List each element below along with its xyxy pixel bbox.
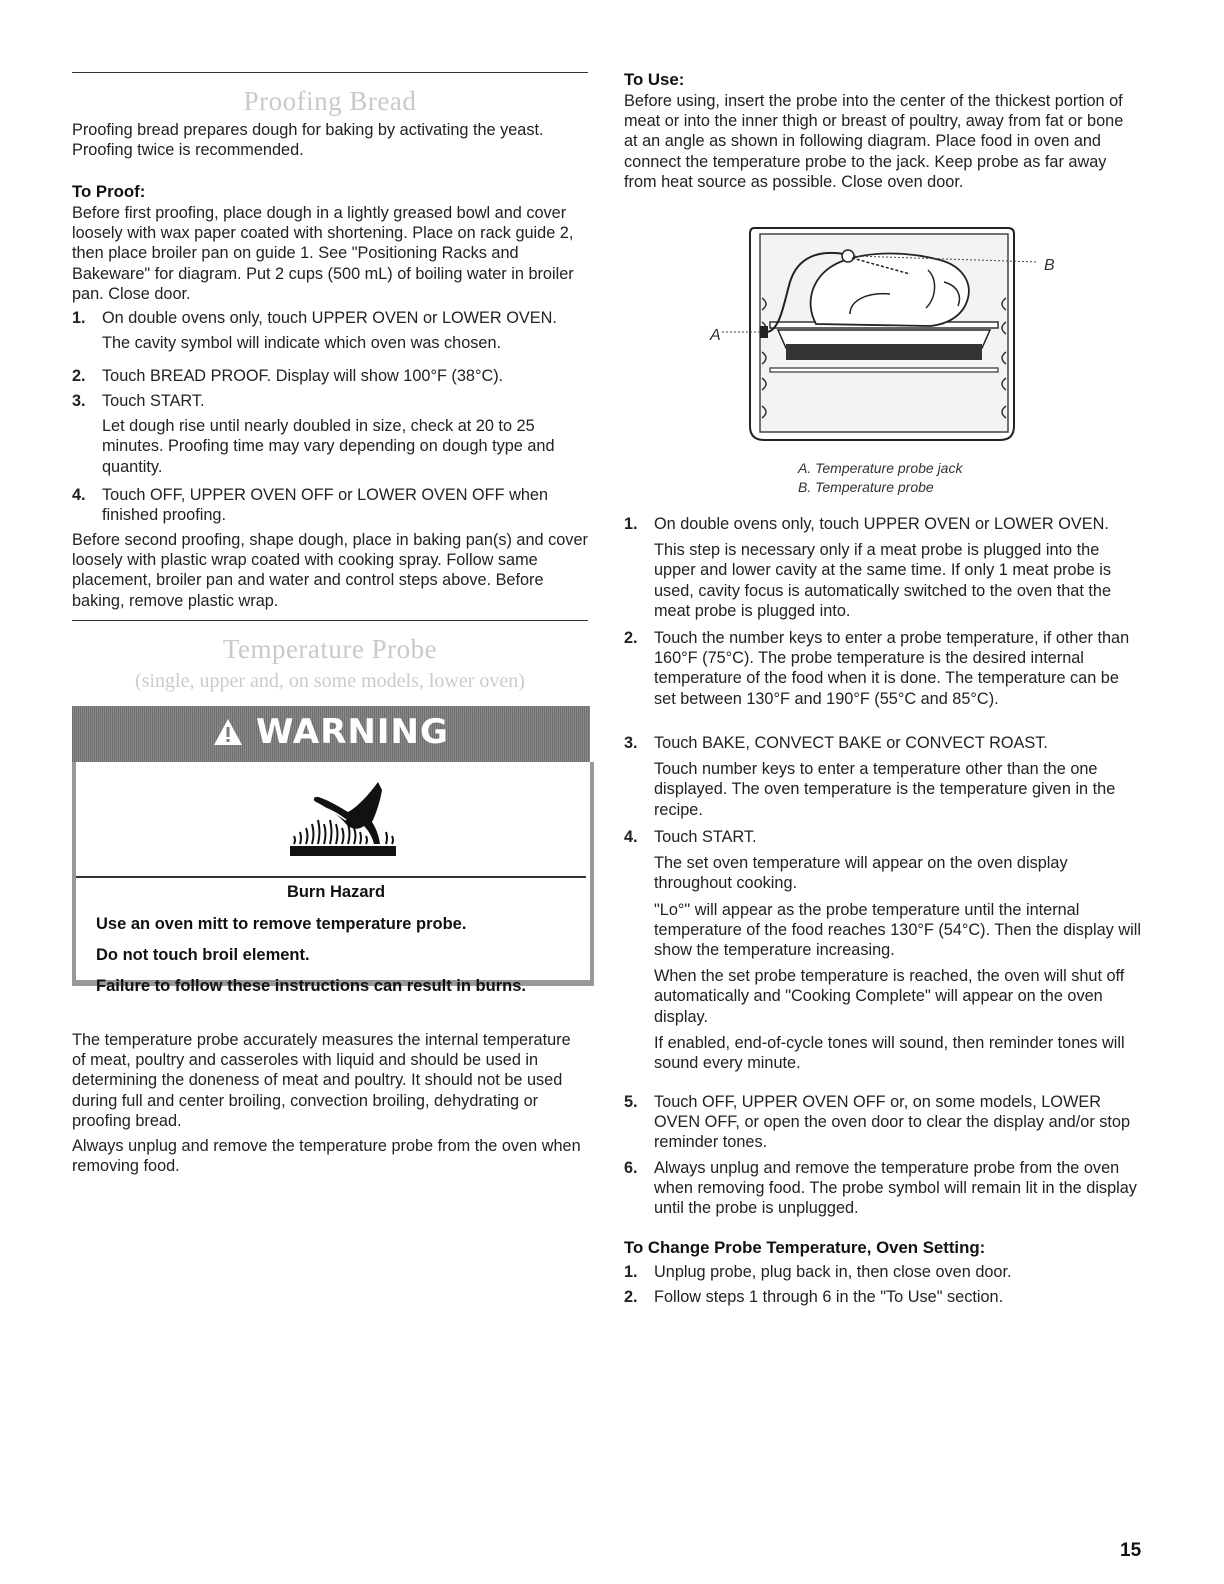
change-step-1: [624, 1262, 1142, 1282]
oven-probe-diagram: [700, 222, 1070, 444]
step-number: 3.: [72, 392, 86, 410]
step-text: Touch OFF, UPPER OVEN OFF or LOWER OVEN OFF when finished proofing.: [102, 486, 549, 525]
probe-para-1: The temperature probe accurately measures the internal temperature of meat, poultry and casseroles with liquid and should be used in determining the doneness of meat and poultry. It should not be used during full and center broiling, convection broiling, dehydrating or proofing bread.: [72, 1031, 571, 1130]
warning-label: WARNING: [72, 712, 590, 752]
probe-title: Temperature Probe: [222, 634, 438, 664]
step-note: This step is necessary only if a meat probe is plugged into the upper and lower cavity at the same time. If only 1 meat probe is used, cavity focus is automatically switched to the oven that the meat probe is plugged into.: [654, 541, 1112, 620]
step-note: The set oven temperature will appear on the oven display throughout cooking.: [654, 854, 1068, 893]
to-use-text: Before using, insert the probe into the center of the thickest portion of meat or into the inner thigh or breast of poultry, away from fat or bone at an angle as shown in following diagram. Place food in oven and connect the temperature probe to the jack. Keep probe as far away from heat source as possible. Close oven door.: [624, 92, 1124, 191]
step-number: 1.: [624, 1263, 638, 1281]
warning-box: [72, 706, 590, 995]
proof-step-3: [72, 391, 588, 477]
step-note: Touch number keys to enter a temperature other than the one displayed. The oven temperature is the temperature given in the recipe.: [654, 760, 1116, 819]
step-text: On double ovens only, touch UPPER OVEN or LOWER OVEN.: [102, 309, 557, 327]
step-note: If enabled, end-of-cycle tones will sound, then reminder tones will sound every minute.: [654, 1033, 1125, 1073]
top-rule: [72, 72, 588, 73]
step-text: On double ovens only, touch UPPER OVEN or LOWER OVEN.: [654, 515, 1109, 533]
hazard-title: Burn Hazard: [286, 883, 386, 901]
section-rule: [72, 620, 588, 621]
use-step-6: [624, 1158, 1142, 1219]
step-text: Touch START.: [654, 828, 757, 846]
step-text: Touch the number keys to enter a probe temperature, if other than 160°F (75°C). The probe temperature is the desired internal temperature of the food when it is done. The temperature can be set between 130°F and 190°F (55°C and 85°C).: [654, 629, 1130, 708]
proofing-intro: Proofing bread prepares dough for baking by activating the yeast. Proofing twice is recommended.: [72, 121, 544, 160]
step-number: 3.: [624, 734, 638, 752]
step-number: 5.: [624, 1093, 638, 1111]
warning-pictogram-area: [76, 762, 586, 878]
to-proof-heading: To Proof:: [72, 182, 146, 201]
change-step-2: [624, 1287, 1142, 1307]
step-number: 4.: [624, 828, 638, 846]
probe-para-2: Always unplug and remove the temperature probe from the oven when removing food.: [72, 1137, 581, 1176]
step-text: Follow steps 1 through 6 in the "To Use" section.: [654, 1288, 1004, 1306]
use-step-4: [624, 827, 1142, 1073]
step-text: Touch START.: [102, 392, 205, 410]
use-step-3: [624, 733, 1142, 820]
proof-step-2: [72, 366, 588, 386]
step-text: Touch BREAD PROOF. Display will show 100°F (38°C).: [102, 367, 504, 385]
proof-step-1: [72, 308, 588, 353]
warning-line-2: Do not touch broil element.: [96, 946, 310, 964]
step-number: 2.: [72, 367, 86, 385]
use-step-1: [624, 514, 1142, 621]
page-number: 15: [1120, 1540, 1142, 1561]
step-number: 2.: [624, 629, 638, 647]
probe-subtitle: (single, upper and, on some models, lower oven): [135, 670, 525, 692]
hand-heat-icon: [76, 762, 586, 876]
warning-bar: [72, 706, 590, 762]
proof-step-4: [72, 485, 588, 525]
warning-triangle-icon: [213, 712, 256, 752]
step-note: The cavity symbol will indicate which oven was chosen.: [102, 334, 502, 353]
caption-b: B. Temperature probe: [798, 479, 934, 495]
second-proofing: Before second proofing, shape dough, place in baking pan(s) and cover loosely with plastic wrap coated with cooking spray. Follow same placement, broiler pan and water and control steps above. Before baking, remove plastic wrap.: [72, 531, 588, 610]
step-number: 2.: [624, 1288, 638, 1306]
step-number: 1.: [624, 515, 638, 533]
step-note: When the set probe temperature is reached, the oven will shut off automatically and "Cooking Complete" will appear on the oven display.: [654, 967, 1125, 1026]
step-note: Let dough rise until nearly doubled in size, check at 20 to 25 minutes. Proofing time may vary depending on dough type and quantity.: [102, 417, 555, 476]
diagram-label-a: A: [710, 327, 721, 344]
use-step-5: [624, 1092, 1142, 1153]
use-step-2: [624, 628, 1142, 709]
step-number: 4.: [72, 486, 86, 504]
proofing-title: Proofing Bread: [243, 86, 417, 116]
change-heading: To Change Probe Temperature, Oven Setting:: [624, 1238, 986, 1257]
step-number: 6.: [624, 1159, 638, 1177]
to-use-heading: To Use:: [624, 70, 685, 89]
step-text: Always unplug and remove the temperature probe from the oven when removing food. The probe symbol will remain lit in the display until the probe is unplugged.: [654, 1159, 1137, 1218]
step-note: "Lo°" will appear as the probe temperature until the internal temperature of the food reaches 130°F (54°C). Then the display will show the temperature increasing.: [654, 900, 1141, 960]
to-proof-text: Before first proofing, place dough in a lightly greased bowl and cover loosely with wax paper coated with shortening. Place on rack guide 2, then place broiler pan on guide 1. See "Positioning Racks and Bakeware" for diagram. Put 2 cups (500 mL) of boiling water in broiler pan. Close door.: [72, 204, 574, 303]
step-number: 1.: [72, 309, 86, 327]
caption-a: A. Temperature probe jack: [798, 460, 963, 476]
warning-line-1: Use an oven mitt to remove temperature probe.: [96, 915, 467, 933]
step-text: Touch BAKE, CONVECT BAKE or CONVECT ROAST.: [654, 734, 1048, 752]
step-text: Unplug probe, plug back in, then close oven door.: [654, 1263, 1012, 1281]
warning-line-3: Failure to follow these instructions can result in burns.: [96, 977, 526, 995]
step-text: Touch OFF, UPPER OVEN OFF or, on some models, LOWER OVEN OFF, or open the oven door to clear the display and/or stop reminder tones.: [654, 1093, 1131, 1152]
diagram-label-b: B: [1044, 257, 1055, 274]
